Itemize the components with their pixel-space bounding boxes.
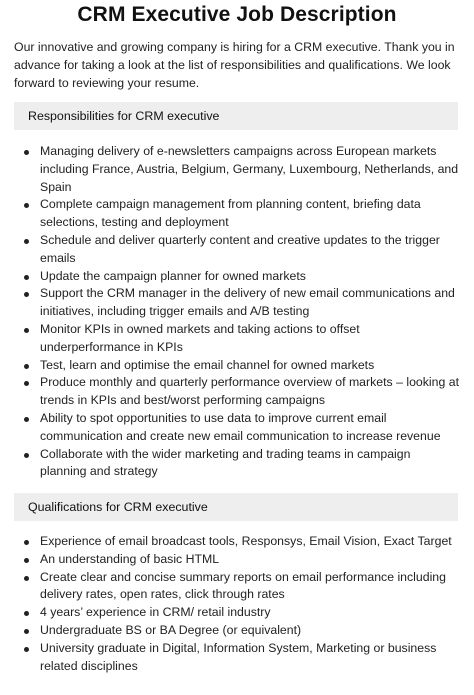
- list-item: Test, learn and optimise the email channel for owned markets: [40, 357, 460, 375]
- list-item: Collaborate with the wider marketing and trading teams in campaign planning and strategy: [40, 446, 460, 482]
- list-item: Monitor KPIs in owned markets and taking actions to offset underperformance in KPIs: [40, 321, 460, 357]
- list-item: University graduate in Digital, Information System, Marketing or business related disciplines: [40, 640, 460, 676]
- responsibilities-list: [14, 143, 460, 481]
- list-item: Schedule and deliver quarterly content and creative updates to the trigger emails: [40, 232, 460, 268]
- responsibilities-heading: Responsibilities for CRM executive: [14, 102, 458, 130]
- list-item: Produce monthly and quarterly performance overview of markets – looking at trends in KPIs and best/worst performing campaigns: [40, 374, 460, 410]
- list-item: An understanding of basic HTML: [40, 551, 460, 569]
- list-item: Experience of email broadcast tools, Responsys, Email Vision, Exact Target: [40, 533, 460, 551]
- list-item: Complete campaign management from planning content, briefing data selections, testing and deployment: [40, 196, 460, 232]
- list-item: Ability to spot opportunities to use data to improve current email communication and create new email communication to increase revenue: [40, 410, 460, 446]
- list-item: Support the CRM manager in the delivery of new email communications and initiatives, including trigger emails and A/B testing: [40, 285, 460, 321]
- intro-paragraph: Our innovative and growing company is hiring for a CRM executive. Thank you in advance for taking a look at the list of responsibilities and qualifications. We look forward to reviewing your resume.: [14, 40, 455, 90]
- list-item: Create clear and concise summary reports on email performance including delivery rates, open rates, click through rates: [40, 569, 460, 605]
- qualifications-list: [14, 533, 460, 675]
- page-title: CRM Executive Job Description: [77, 3, 397, 26]
- qualifications-heading: Qualifications for CRM executive: [14, 493, 458, 521]
- list-item: Undergraduate BS or BA Degree (or equivalent): [40, 622, 460, 640]
- list-item: Update the campaign planner for owned markets: [40, 268, 460, 286]
- list-item: 4 years’ experience in CRM/ retail industry: [40, 604, 460, 622]
- list-item: Managing delivery of e-newsletters campaigns across European markets including France, Austria, Belgium, Germany, Luxembourg, Netherlands, and Spain: [40, 143, 460, 196]
